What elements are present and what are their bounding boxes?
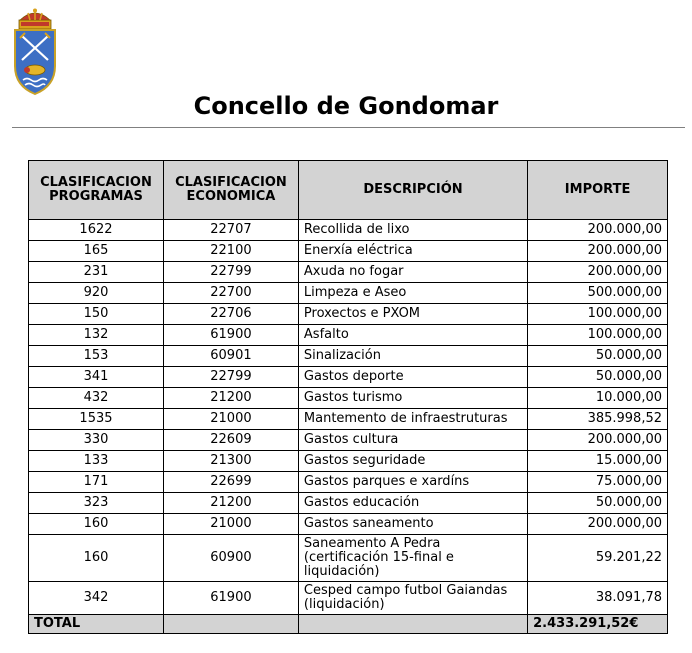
page-title: Concello de Gondomar <box>193 92 499 120</box>
cell-programa: 153 <box>29 346 164 367</box>
cell-importe: 50.000,00 <box>528 367 668 388</box>
table-row <box>29 262 668 283</box>
cell-economica: 22700 <box>163 283 298 304</box>
cell-importe: 200.000,00 <box>528 241 668 262</box>
table-row <box>29 346 668 367</box>
cell-economica: 22699 <box>163 472 298 493</box>
cell-descripcion: Limpeza e Aseo <box>298 283 527 304</box>
cell-importe: 500.000,00 <box>528 283 668 304</box>
total-row <box>29 615 668 634</box>
table-row <box>29 430 668 451</box>
cell-programa: 171 <box>29 472 164 493</box>
cell-economica: 22706 <box>163 304 298 325</box>
table-row <box>29 582 668 615</box>
cell-descripcion: Sinalización <box>298 346 527 367</box>
cell-importe: 200.000,00 <box>528 514 668 535</box>
cell-importe: 75.000,00 <box>528 472 668 493</box>
cell-programa: 160 <box>29 535 164 582</box>
cell-economica: 61900 <box>163 582 298 615</box>
total-empty-cell <box>298 615 527 634</box>
total-empty-cell <box>163 615 298 634</box>
table-row <box>29 493 668 514</box>
cell-economica: 21000 <box>163 514 298 535</box>
cell-descripcion: Mantemento de infraestruturas <box>298 409 527 430</box>
cell-economica: 60900 <box>163 535 298 582</box>
cell-programa: 150 <box>29 304 164 325</box>
table-row <box>29 535 668 582</box>
cell-descripcion: Proxectos e PXOM <box>298 304 527 325</box>
coat-of-arms-icon <box>10 8 60 98</box>
cell-descripcion: Asfalto <box>298 325 527 346</box>
total-label: TOTAL <box>29 615 164 634</box>
total-value: 2.433.291,52€ <box>528 615 668 634</box>
cell-programa: 1622 <box>29 220 164 241</box>
column-header-economica: CLASIFICACION ECONOMICA <box>163 161 298 220</box>
cell-descripcion: Gastos cultura <box>298 430 527 451</box>
cell-importe: 200.000,00 <box>528 262 668 283</box>
cell-descripcion: Enerxía eléctrica <box>298 241 527 262</box>
table-body <box>29 220 668 615</box>
table-header-row <box>29 161 668 220</box>
cell-descripcion: Gastos educación <box>298 493 527 514</box>
cell-economica: 22609 <box>163 430 298 451</box>
cell-importe: 50.000,00 <box>528 493 668 514</box>
cell-importe: 200.000,00 <box>528 220 668 241</box>
cell-importe: 50.000,00 <box>528 346 668 367</box>
table-row <box>29 514 668 535</box>
cell-importe: 15.000,00 <box>528 451 668 472</box>
budget-table <box>28 160 668 634</box>
cell-descripcion: Saneamento A Pedra (certificación 15-final e liquidación) <box>298 535 527 582</box>
cell-programa: 920 <box>29 283 164 304</box>
table-row <box>29 241 668 262</box>
title-divider <box>12 127 685 128</box>
cell-descripcion: Gastos turismo <box>298 388 527 409</box>
cell-economica: 22799 <box>163 262 298 283</box>
cell-importe: 100.000,00 <box>528 304 668 325</box>
cell-programa: 330 <box>29 430 164 451</box>
cell-descripcion: Gastos deporte <box>298 367 527 388</box>
cell-economica: 21200 <box>163 493 298 514</box>
cell-programa: 132 <box>29 325 164 346</box>
table-row <box>29 220 668 241</box>
cell-importe: 385.998,52 <box>528 409 668 430</box>
cell-programa: 342 <box>29 582 164 615</box>
cell-descripcion: Gastos seguridade <box>298 451 527 472</box>
cell-programa: 165 <box>29 241 164 262</box>
cell-importe: 59.201,22 <box>528 535 668 582</box>
column-header-importe: IMPORTE <box>528 161 668 220</box>
cell-programa: 1535 <box>29 409 164 430</box>
cell-programa: 323 <box>29 493 164 514</box>
table-row <box>29 388 668 409</box>
cell-economica: 22707 <box>163 220 298 241</box>
cell-descripcion: Recollida de lixo <box>298 220 527 241</box>
cell-descripcion: Gastos saneamento <box>298 514 527 535</box>
table-row <box>29 304 668 325</box>
cell-economica: 22100 <box>163 241 298 262</box>
cell-programa: 432 <box>29 388 164 409</box>
table-row <box>29 367 668 388</box>
cell-importe: 38.091,78 <box>528 582 668 615</box>
cell-descripcion: Cesped campo futbol Gaiandas (liquidación) <box>298 582 527 615</box>
cell-programa: 231 <box>29 262 164 283</box>
cell-importe: 10.000,00 <box>528 388 668 409</box>
cell-economica: 21200 <box>163 388 298 409</box>
cell-programa: 341 <box>29 367 164 388</box>
cell-importe: 200.000,00 <box>528 430 668 451</box>
column-header-descripcion: DESCRIPCIÓN <box>298 161 527 220</box>
table-row <box>29 325 668 346</box>
table-row <box>29 472 668 493</box>
column-header-programas: CLASIFICACION PROGRAMAS <box>29 161 164 220</box>
cell-economica: 61900 <box>163 325 298 346</box>
cell-economica: 21300 <box>163 451 298 472</box>
cell-economica: 21000 <box>163 409 298 430</box>
cell-programa: 160 <box>29 514 164 535</box>
table-row <box>29 283 668 304</box>
cell-programa: 133 <box>29 451 164 472</box>
cell-descripcion: Axuda no fogar <box>298 262 527 283</box>
cell-descripcion: Gastos parques e xardíns <box>298 472 527 493</box>
cell-economica: 22799 <box>163 367 298 388</box>
cell-importe: 100.000,00 <box>528 325 668 346</box>
table-row <box>29 409 668 430</box>
table-row <box>29 451 668 472</box>
cell-economica: 60901 <box>163 346 298 367</box>
